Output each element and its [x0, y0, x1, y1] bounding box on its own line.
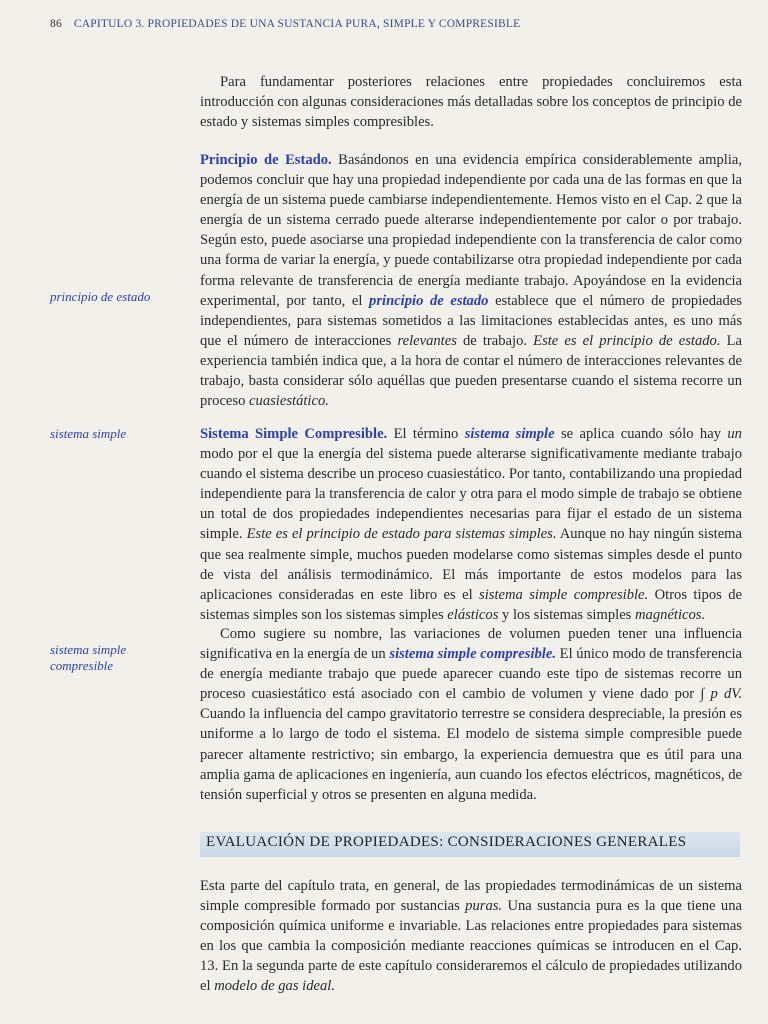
ssc-text: se aplica cuando sólo hay	[560, 426, 721, 442]
principio-italic: Este es el principio de estado.	[533, 332, 721, 349]
ssc-paragraph	[200, 424, 742, 625]
comp-text: Como sugiere su nombre, las variaciones de volumen pueden tener una influencia significativa en la energía de un	[200, 626, 742, 663]
page-number: 86	[50, 18, 62, 30]
chapter-title: CAPITULO 3. PROPIEDADES DE UNA SUSTANCIA PURA, SIMPLE Y COMPRESIBLE	[73, 18, 521, 30]
principio-relevantes: relevantes	[397, 332, 457, 349]
ssc-magneticos: magnéticos.	[635, 606, 706, 623]
principio-heading: Principio de Estado.	[200, 152, 332, 168]
margin-note-sistema-simple-compresible	[50, 642, 185, 674]
ssc-italic-2: sistema simple compresible.	[479, 586, 649, 603]
margin-note-line: compresible	[50, 658, 114, 673]
principio-term: principio de estado	[369, 292, 489, 309]
ssc-elasticos: elásticos	[447, 606, 499, 623]
comp-term: sistema simple compresible.	[389, 646, 556, 663]
comp-text: El único modo de transferencia de energía mediante trabajo que puede aparecer cuando este tipo de sistemas recorre un proceso cuasiestático está asociado con el cambio de volumen y viene dado por	[200, 646, 743, 703]
margin-note-line: sistema simple	[50, 642, 127, 657]
intro-text: Para fundamentar posteriores relaciones entre propiedades concluiremos esta introducción con algunas consideraciones más detalladas sobre los conceptos de principio de estado y sistemas simples compresibles.	[200, 74, 742, 131]
principio-text: Basándonos en una evidencia empírica considerablemente amplia, podemos concluir que hay una propiedad independiente por cada una de las formas en que la energía de un sistema puede cambiarse independientemente. Hemos visto en el Cap. 2 que la energía de un sistema cerrado puede alterarse independientemente por calor o por trabajo. Según esto, puede asociarse una propiedad independiente con la transferencia de calor como una forma de variar la energía, y puede contabilizarse otra propiedad independiente por cada forma relevante de transferencia de energía mediante trabajo. Apoyándose en la evidencia experimental, por tanto, el	[200, 152, 742, 309]
margin-note-sistema-simple: sistema simple	[50, 426, 127, 441]
principio-paragraph	[200, 150, 742, 411]
principio-text: La experiencia también indica que, a la hora de contar el número de interacciones relevantes de trabajo, basta considerar sólo aquéllas que pueden presentarse cuando el sistema recorre un proceso	[200, 332, 743, 410]
principio-text: de trabajo.	[463, 332, 528, 349]
ssc-text: El término	[393, 426, 459, 442]
principio-cuasiestatico: cuasiestático.	[249, 393, 329, 410]
intro-paragraph	[200, 72, 742, 132]
ssc-text: Aunque no hay ningún sistema que sea realmente simple, muchos pueden modelarse como sistemas simples desde el punto de vista del análisis termodinámico. El más importante de estos modelos para las aplicaciones consideradas en este libro es el	[200, 526, 743, 603]
final-puras: puras.	[465, 898, 503, 915]
final-text: Una sustancia pura es la que tiene una composición química uniforme e invariable. Las relaciones entre propiedades para sistemas en los que cambia la composición mediante reacciones químicas se introducen en el Cap. 13. En la segunda parte de este capítulo consideraremos el cálculo de propiedades utilizando el	[200, 898, 742, 995]
ssc-heading: Sistema Simple Compresible.	[200, 426, 388, 442]
final-modelo: modelo de gas ideal.	[214, 978, 335, 995]
running-head	[50, 18, 748, 30]
margin-note-principio-de-estado: principio de estado	[50, 289, 151, 304]
ssc-text: modo por el que la energía del sistema puede alterarse significativamente mediante trabajo cuando el sistema describe un proceso cuasiestático. Por tanto, contabilizando una propiedad independiente para la transferencia de calor y otra para el modo simple de trabajo se obtiene un total de dos propiedades independientes necesarias para fijar el estado de un sistema simple.	[200, 446, 742, 543]
ssc-text: y los sistemas simples	[502, 606, 632, 623]
comp-integral: ∫ p dV.	[700, 686, 742, 703]
section-title: EVALUACIÓN DE PROPIEDADES: CONSIDERACIONES GENERALES	[206, 834, 687, 850]
principio-text: establece que el número de propiedades independientes, para sistemas sometidos a las limitaciones establecidas antes, es uno más que el número de interacciones	[200, 292, 742, 349]
ssc-term: sistema simple	[464, 426, 555, 442]
final-text: Esta parte del capítulo trata, en general, de las propiedades termodinámicas de un sistema simple compresible formado por sustancias	[200, 878, 742, 915]
compresible-paragraph	[200, 624, 742, 805]
final-paragraph	[200, 876, 742, 997]
ssc-un: un	[727, 426, 742, 442]
ssc-text: Otros tipos de sistemas simples son los sistemas simples	[200, 586, 742, 623]
comp-text: Cuando la influencia del campo gravitatorio terrestre se considera despreciable, la presión es uniforme a lo largo de todo el sistema. El modelo de sistema simple compresible puede parecer altamente restrictivo; sin embargo, la experiencia demuestra que es útil para una amplia gama de aplicaciones en ingeniería, aun cuando los efectos eléctricos, magnéticos, de tensión superficial y otros se presenten en alguna medida.	[200, 706, 742, 803]
ssc-italic: Este es el principio de estado para sistemas simples.	[246, 526, 557, 543]
